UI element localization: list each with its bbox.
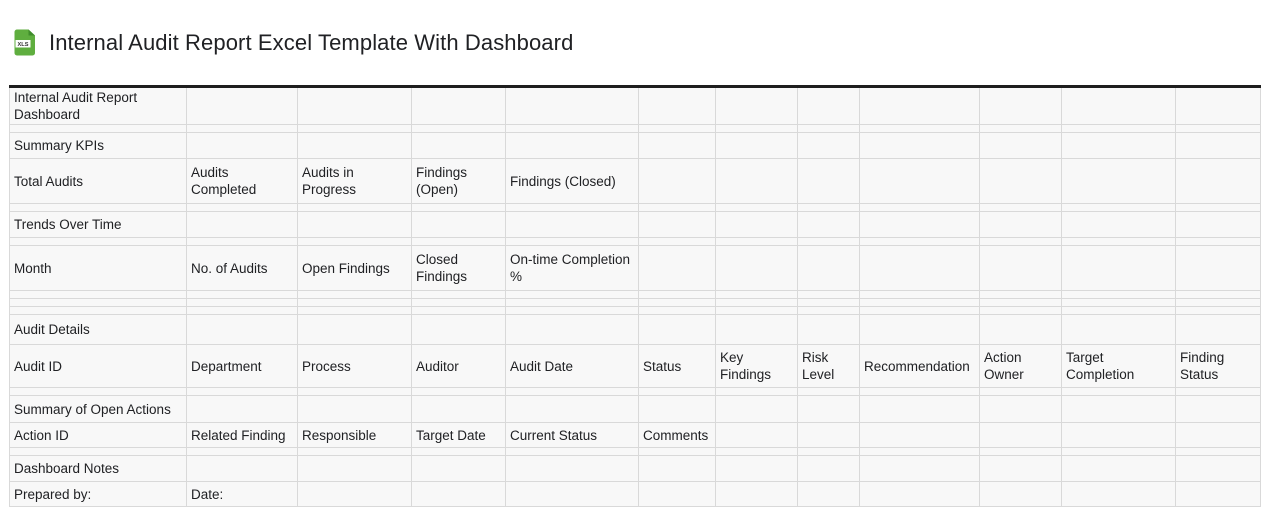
cell-audit-details: Audit Details bbox=[10, 315, 187, 345]
cell-empty bbox=[639, 456, 716, 482]
cell-empty bbox=[298, 315, 412, 345]
cell-empty bbox=[506, 238, 639, 246]
page-header bbox=[14, 29, 573, 56]
cell-audit-date: Audit Date bbox=[506, 345, 639, 388]
table-row-11 bbox=[10, 315, 1261, 345]
cell-current-status: Current Status bbox=[506, 423, 639, 448]
cell-empty bbox=[506, 133, 639, 159]
cell-empty bbox=[798, 396, 860, 423]
cell-empty bbox=[1176, 448, 1261, 456]
cell-empty bbox=[1062, 238, 1176, 246]
cell-empty bbox=[1062, 87, 1176, 125]
cell-empty bbox=[798, 125, 860, 133]
cell-empty bbox=[187, 388, 298, 396]
cell-empty bbox=[639, 448, 716, 456]
cell-empty bbox=[1062, 423, 1176, 448]
cell-empty bbox=[798, 315, 860, 345]
cell-empty bbox=[980, 238, 1062, 246]
cell-empty bbox=[798, 299, 860, 307]
table-row-14 bbox=[10, 396, 1261, 423]
cell-empty bbox=[187, 125, 298, 133]
cell-findings-open: Findings (Open) bbox=[412, 159, 506, 204]
cell-empty bbox=[980, 388, 1062, 396]
cell-empty bbox=[1176, 291, 1261, 299]
table-row-2 bbox=[10, 133, 1261, 159]
cell-empty bbox=[639, 299, 716, 307]
cell-empty bbox=[860, 87, 980, 125]
cell-empty bbox=[798, 246, 860, 291]
cell-empty bbox=[187, 315, 298, 345]
cell-audits-in-progress: Audits in Progress bbox=[298, 159, 412, 204]
cell-empty bbox=[980, 423, 1062, 448]
table-row-3 bbox=[10, 159, 1261, 204]
cell-status: Status bbox=[639, 345, 716, 388]
cell-empty bbox=[639, 87, 716, 125]
cell-empty bbox=[412, 204, 506, 212]
cell-date: Date: bbox=[187, 482, 298, 507]
cell-empty bbox=[506, 291, 639, 299]
cell-empty bbox=[412, 238, 506, 246]
cell-month: Month bbox=[10, 246, 187, 291]
cell-empty bbox=[412, 396, 506, 423]
cell-empty bbox=[1176, 315, 1261, 345]
cell-empty bbox=[1176, 423, 1261, 448]
cell-empty bbox=[716, 87, 798, 125]
cell-empty bbox=[187, 456, 298, 482]
cell-empty bbox=[10, 291, 187, 299]
cell-empty bbox=[798, 204, 860, 212]
cell-empty bbox=[798, 212, 860, 238]
cell-empty bbox=[716, 291, 798, 299]
table-row-6 bbox=[10, 238, 1261, 246]
cell-empty bbox=[506, 307, 639, 315]
cell-empty bbox=[798, 87, 860, 125]
cell-empty bbox=[798, 238, 860, 246]
cell-empty bbox=[1176, 246, 1261, 291]
cell-empty bbox=[412, 307, 506, 315]
cell-empty bbox=[1062, 204, 1176, 212]
cell-empty bbox=[716, 315, 798, 345]
cell-empty bbox=[412, 87, 506, 125]
cell-empty bbox=[187, 307, 298, 315]
cell-empty bbox=[506, 87, 639, 125]
cell-empty bbox=[860, 291, 980, 299]
xls-file-icon bbox=[14, 29, 36, 56]
cell-empty bbox=[1176, 125, 1261, 133]
audit-template-table bbox=[9, 85, 1261, 507]
cell-empty bbox=[1176, 204, 1261, 212]
cell-empty bbox=[187, 396, 298, 423]
cell-empty bbox=[980, 159, 1062, 204]
cell-no-of-audits: No. of Audits bbox=[187, 246, 298, 291]
cell-empty bbox=[798, 456, 860, 482]
cell-empty bbox=[1062, 246, 1176, 291]
cell-empty bbox=[187, 291, 298, 299]
cell-empty bbox=[798, 159, 860, 204]
cell-empty bbox=[1176, 133, 1261, 159]
cell-on-time-completion: On-time Completion % bbox=[506, 246, 639, 291]
cell-empty bbox=[187, 299, 298, 307]
cell-empty bbox=[10, 204, 187, 212]
cell-empty bbox=[798, 291, 860, 299]
cell-empty bbox=[639, 482, 716, 507]
cell-empty bbox=[980, 212, 1062, 238]
table-row-0 bbox=[10, 87, 1261, 125]
cell-empty bbox=[798, 307, 860, 315]
cell-empty bbox=[980, 396, 1062, 423]
cell-empty bbox=[298, 204, 412, 212]
cell-empty bbox=[1176, 159, 1261, 204]
cell-empty bbox=[639, 238, 716, 246]
cell-empty bbox=[506, 315, 639, 345]
table-row-12 bbox=[10, 345, 1261, 388]
cell-empty bbox=[1176, 238, 1261, 246]
cell-empty bbox=[716, 448, 798, 456]
cell-empty bbox=[639, 212, 716, 238]
cell-empty bbox=[506, 388, 639, 396]
cell-audit-id: Audit ID bbox=[10, 345, 187, 388]
cell-empty bbox=[716, 482, 798, 507]
cell-empty bbox=[639, 315, 716, 345]
table-body bbox=[10, 87, 1261, 507]
table-row-18 bbox=[10, 482, 1261, 507]
cell-empty bbox=[298, 125, 412, 133]
cell-empty bbox=[506, 482, 639, 507]
cell-related-finding: Related Finding bbox=[187, 423, 298, 448]
cell-empty bbox=[298, 238, 412, 246]
cell-empty bbox=[1062, 456, 1176, 482]
cell-empty bbox=[412, 315, 506, 345]
cell-empty bbox=[1062, 448, 1176, 456]
cell-empty bbox=[10, 125, 187, 133]
cell-empty bbox=[10, 307, 187, 315]
cell-empty bbox=[298, 456, 412, 482]
cell-empty bbox=[860, 423, 980, 448]
cell-empty bbox=[412, 133, 506, 159]
cell-empty bbox=[298, 87, 412, 125]
cell-empty bbox=[187, 238, 298, 246]
cell-empty bbox=[716, 299, 798, 307]
cell-empty bbox=[798, 423, 860, 448]
cell-empty bbox=[412, 388, 506, 396]
cell-prepared-by: Prepared by: bbox=[10, 482, 187, 507]
table-row-13 bbox=[10, 388, 1261, 396]
cell-empty bbox=[980, 448, 1062, 456]
table-row-9 bbox=[10, 299, 1261, 307]
cell-audits-completed: Audits Completed bbox=[187, 159, 298, 204]
cell-empty bbox=[506, 212, 639, 238]
cell-comments: Comments bbox=[639, 423, 716, 448]
cell-empty bbox=[1176, 212, 1261, 238]
cell-empty bbox=[980, 133, 1062, 159]
table-row-16 bbox=[10, 448, 1261, 456]
cell-empty bbox=[860, 125, 980, 133]
cell-empty bbox=[860, 315, 980, 345]
cell-empty bbox=[187, 87, 298, 125]
cell-auditor: Auditor bbox=[412, 345, 506, 388]
cell-empty bbox=[1062, 307, 1176, 315]
cell-empty bbox=[1062, 482, 1176, 507]
table-row-7 bbox=[10, 246, 1261, 291]
cell-target-completion: Target Completion bbox=[1062, 345, 1176, 388]
cell-empty bbox=[1062, 396, 1176, 423]
cell-empty bbox=[639, 159, 716, 204]
cell-empty bbox=[187, 212, 298, 238]
cell-empty bbox=[798, 388, 860, 396]
cell-empty bbox=[1062, 159, 1176, 204]
cell-empty bbox=[1176, 482, 1261, 507]
cell-empty bbox=[412, 299, 506, 307]
cell-empty bbox=[639, 396, 716, 423]
cell-empty bbox=[860, 133, 980, 159]
cell-summary-kpis: Summary KPIs bbox=[10, 133, 187, 159]
cell-empty bbox=[798, 133, 860, 159]
cell-empty bbox=[412, 291, 506, 299]
table-row-15 bbox=[10, 423, 1261, 448]
cell-empty bbox=[860, 307, 980, 315]
cell-empty bbox=[639, 291, 716, 299]
cell-empty bbox=[1176, 456, 1261, 482]
cell-empty bbox=[639, 388, 716, 396]
cell-empty bbox=[1176, 299, 1261, 307]
cell-finding-status: Finding Status bbox=[1176, 345, 1261, 388]
table-row-10 bbox=[10, 307, 1261, 315]
cell-empty bbox=[716, 238, 798, 246]
cell-empty bbox=[860, 204, 980, 212]
cell-empty bbox=[1062, 125, 1176, 133]
cell-empty bbox=[298, 388, 412, 396]
cell-empty bbox=[798, 482, 860, 507]
cell-empty bbox=[860, 159, 980, 204]
cell-empty bbox=[980, 482, 1062, 507]
cell-closed-findings: Closed Findings bbox=[412, 246, 506, 291]
cell-empty bbox=[716, 159, 798, 204]
cell-empty bbox=[716, 212, 798, 238]
cell-empty bbox=[798, 448, 860, 456]
cell-department: Department bbox=[187, 345, 298, 388]
cell-empty bbox=[860, 238, 980, 246]
cell-empty bbox=[860, 212, 980, 238]
cell-recommendation: Recommendation bbox=[860, 345, 980, 388]
cell-empty bbox=[412, 448, 506, 456]
cell-empty bbox=[412, 212, 506, 238]
cell-empty bbox=[1062, 388, 1176, 396]
cell-empty bbox=[298, 299, 412, 307]
cell-process: Process bbox=[298, 345, 412, 388]
cell-empty bbox=[639, 204, 716, 212]
cell-empty bbox=[10, 388, 187, 396]
cell-empty bbox=[1176, 388, 1261, 396]
cell-empty bbox=[716, 133, 798, 159]
cell-empty bbox=[716, 388, 798, 396]
cell-empty bbox=[860, 246, 980, 291]
cell-empty bbox=[10, 238, 187, 246]
cell-empty bbox=[298, 133, 412, 159]
cell-empty bbox=[860, 388, 980, 396]
cell-empty bbox=[716, 204, 798, 212]
cell-empty bbox=[1062, 212, 1176, 238]
page-title: Internal Audit Report Excel Template With Dashboard bbox=[49, 29, 574, 55]
cell-empty bbox=[506, 396, 639, 423]
cell-empty bbox=[980, 87, 1062, 125]
cell-empty bbox=[298, 307, 412, 315]
cell-empty bbox=[506, 204, 639, 212]
cell-empty bbox=[980, 291, 1062, 299]
cell-empty bbox=[412, 456, 506, 482]
cell-empty bbox=[1062, 291, 1176, 299]
cell-total-audits: Total Audits bbox=[10, 159, 187, 204]
cell-empty bbox=[298, 212, 412, 238]
cell-trends-over-time: Trends Over Time bbox=[10, 212, 187, 238]
cell-empty bbox=[639, 133, 716, 159]
cell-empty bbox=[187, 448, 298, 456]
cell-empty bbox=[1176, 307, 1261, 315]
table-row-1 bbox=[10, 125, 1261, 133]
cell-empty bbox=[187, 204, 298, 212]
table-row-5 bbox=[10, 212, 1261, 238]
cell-risk-level: Risk Level bbox=[798, 345, 860, 388]
cell-dashboard-notes: Dashboard Notes bbox=[10, 456, 187, 482]
cell-empty bbox=[412, 482, 506, 507]
cell-empty bbox=[1062, 315, 1176, 345]
cell-empty bbox=[716, 246, 798, 291]
table-row-8 bbox=[10, 291, 1261, 299]
cell-empty bbox=[1176, 87, 1261, 125]
cell-responsible: Responsible bbox=[298, 423, 412, 448]
cell-target-date: Target Date bbox=[412, 423, 506, 448]
cell-empty bbox=[716, 307, 798, 315]
cell-empty bbox=[980, 204, 1062, 212]
cell-empty bbox=[298, 396, 412, 423]
cell-empty bbox=[10, 299, 187, 307]
cell-empty bbox=[980, 246, 1062, 291]
cell-empty bbox=[298, 482, 412, 507]
cell-empty bbox=[187, 133, 298, 159]
cell-key-findings: Key Findings bbox=[716, 345, 798, 388]
table-row-17 bbox=[10, 456, 1261, 482]
cell-empty bbox=[980, 299, 1062, 307]
cell-empty bbox=[980, 315, 1062, 345]
cell-open-findings: Open Findings bbox=[298, 246, 412, 291]
cell-empty bbox=[639, 125, 716, 133]
cell-empty bbox=[980, 125, 1062, 133]
cell-empty bbox=[860, 456, 980, 482]
cell-empty bbox=[1062, 299, 1176, 307]
cell-summary-of-open-actions: Summary of Open Actions bbox=[10, 396, 187, 423]
cell-empty bbox=[860, 448, 980, 456]
cell-empty bbox=[980, 307, 1062, 315]
cell-internal-audit-report-dashboard: Internal Audit Report Dashboard bbox=[10, 87, 187, 125]
file-fold bbox=[29, 30, 36, 36]
cell-empty bbox=[716, 423, 798, 448]
cell-empty bbox=[1176, 396, 1261, 423]
cell-findings-closed: Findings (Closed) bbox=[506, 159, 639, 204]
cell-empty bbox=[980, 456, 1062, 482]
cell-empty bbox=[860, 299, 980, 307]
cell-empty bbox=[639, 246, 716, 291]
cell-empty bbox=[506, 456, 639, 482]
cell-empty bbox=[716, 456, 798, 482]
cell-empty bbox=[716, 125, 798, 133]
cell-empty bbox=[298, 448, 412, 456]
cell-empty bbox=[860, 482, 980, 507]
cell-empty bbox=[716, 396, 798, 423]
cell-empty bbox=[639, 307, 716, 315]
cell-empty bbox=[506, 125, 639, 133]
cell-empty bbox=[298, 291, 412, 299]
cell-empty bbox=[412, 125, 506, 133]
xls-label: XLS bbox=[17, 41, 29, 48]
cell-action-id: Action ID bbox=[10, 423, 187, 448]
cell-empty bbox=[10, 448, 187, 456]
cell-empty bbox=[860, 396, 980, 423]
table-row-4 bbox=[10, 204, 1261, 212]
cell-empty bbox=[506, 448, 639, 456]
cell-empty bbox=[1062, 133, 1176, 159]
cell-action-owner: Action Owner bbox=[980, 345, 1062, 388]
cell-empty bbox=[506, 299, 639, 307]
